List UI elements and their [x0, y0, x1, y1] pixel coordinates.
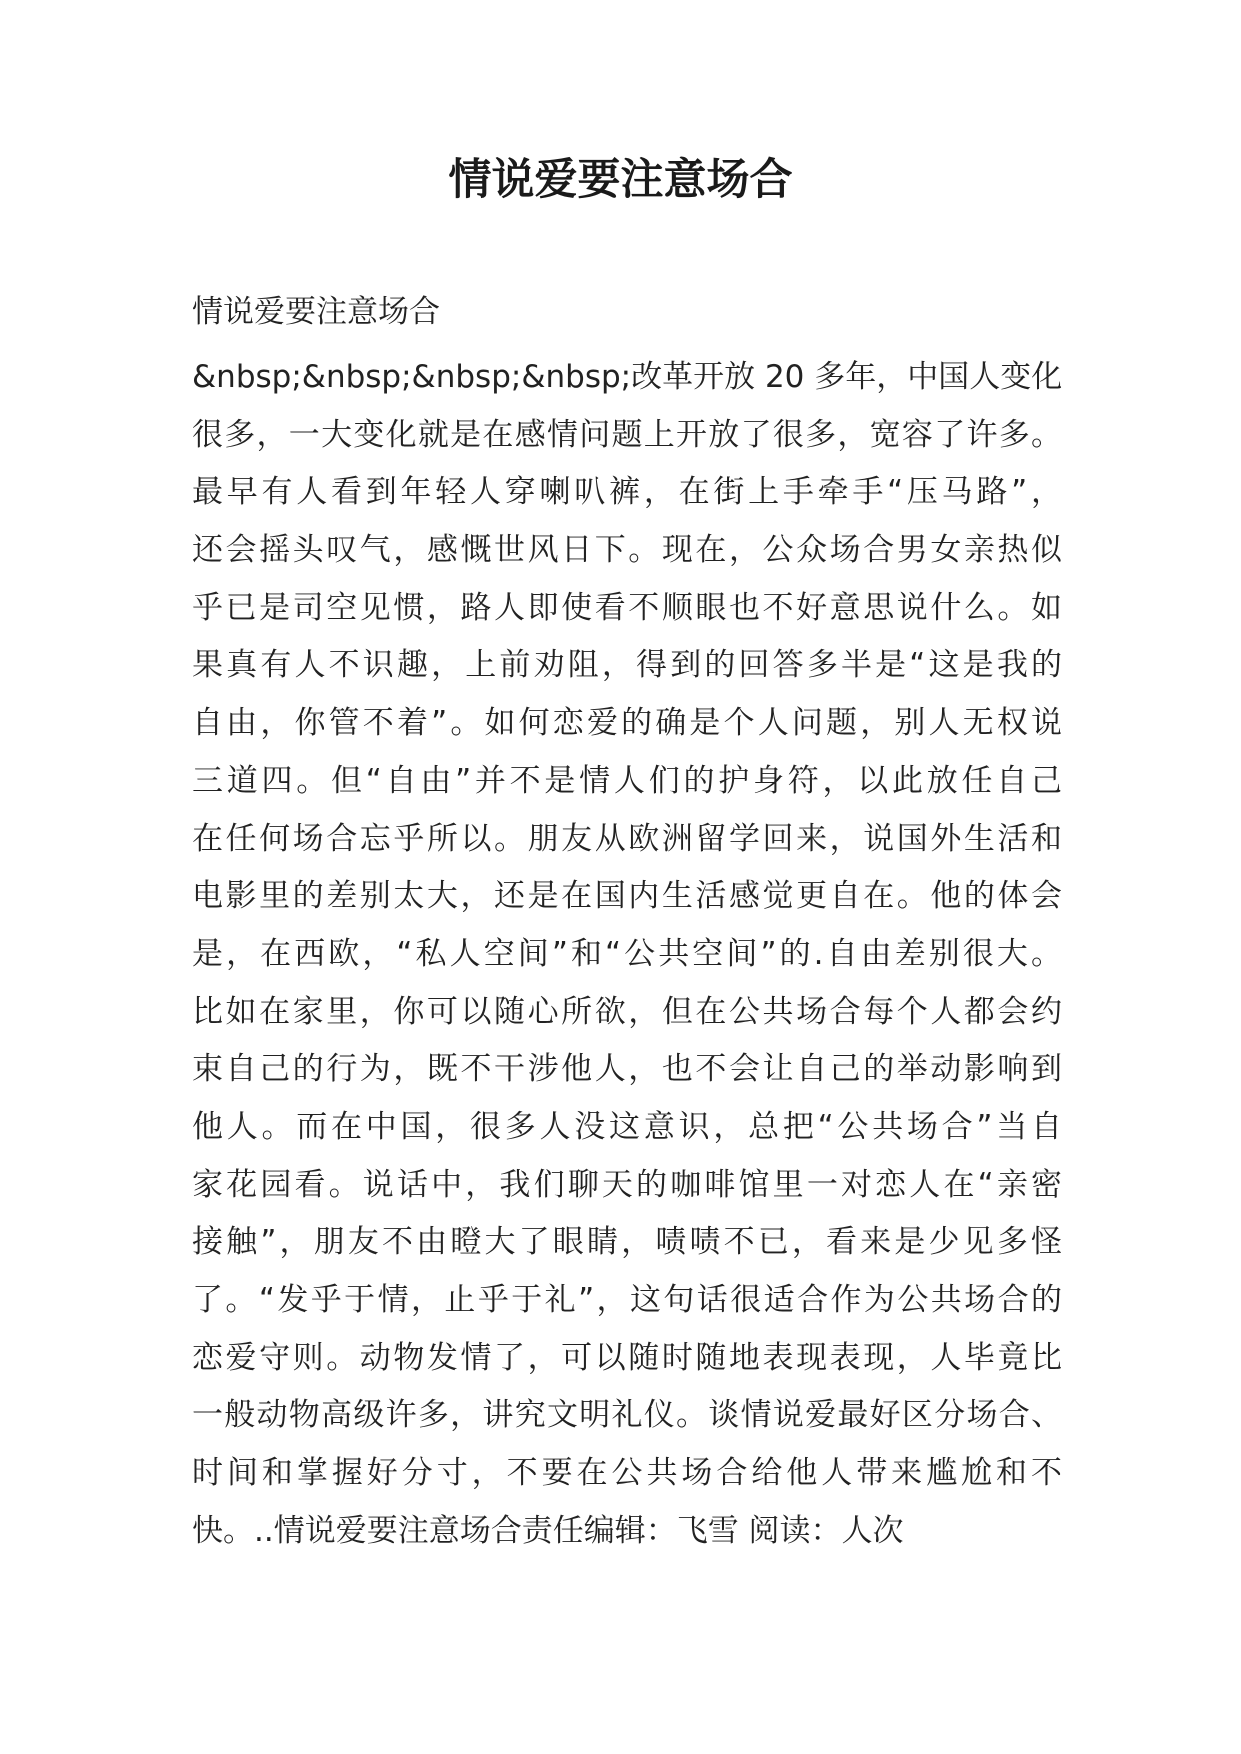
document-title: 情说爱要注意场合 — [448, 155, 793, 205]
article-line-last: 快。..情说爱要注意场合责任编辑：飞雪 阅读：人次 — [192, 1512, 904, 1549]
article-line: 家花园看。说话中，我们聊天的咖啡馆里一对恋人在“亲密 — [192, 1166, 1062, 1203]
article-line: &nbsp;&nbsp;&nbsp;&nbsp;改革开放 20 多年，中国人变化 — [192, 359, 1062, 395]
article-line: 还会摇头叹气，感慨世风日下。现在，公众场合男女亲热似 — [192, 532, 1062, 569]
article-body — [192, 349, 1062, 1560]
article-line: 一般动物高级许多，讲究文明礼仪。谈情说爱最好区分场合、 — [192, 1397, 1062, 1434]
article-line: 他人。而在中国，很多人没这意识，总把“公共场合”当自 — [192, 1108, 1062, 1145]
article-line: 乎已是司空见惯，路人即使看不顺眼也不好意思说什么。如 — [192, 589, 1062, 626]
article-line: 电影里的差别太大，还是在国内生活感觉更自在。他的体会 — [192, 878, 1062, 915]
article-line: 果真有人不识趣，上前劝阻，得到的回答多半是“这是我的 — [192, 647, 1062, 684]
article-line: 自由，你管不着”。如何恋爱的确是个人问题，别人无权说 — [192, 705, 1062, 742]
article-line: 是，在西欧，“私人空间”和“公共空间”的.自由差别很大。 — [192, 935, 1062, 972]
article-line: 最早有人看到年轻人穿喇叭裤，在街上手牵手“压马路”， — [192, 474, 1062, 511]
article-line: 了。“发乎于情，止乎于礼”，这句话很适合作为公共场合的 — [192, 1282, 1062, 1318]
article-line: 束自己的行为，既不干涉他人，也不会让自己的举动影响到 — [192, 1051, 1062, 1088]
article-line: 比如在家里，你可以随心所欲，但在公共场合每个人都会约 — [192, 993, 1062, 1030]
document-subtitle: 情说爱要注意场合 — [192, 294, 440, 330]
article-line: 恋爱守则。动物发情了，可以随时随地表现表现，人毕竟比 — [192, 1339, 1062, 1376]
article-line: 三道四。但“自由”并不是情人们的护身符，以此放任自己 — [192, 762, 1062, 799]
article-line: 时间和掌握好分寸，不要在公共场合给他人带来尴尬和不 — [192, 1455, 1062, 1492]
article-line: 在任何场合忘乎所以。朋友从欧洲留学回来，说国外生活和 — [192, 820, 1062, 857]
article-line: 很多，一大变化就是在感情问题上开放了很多，宽容了许多。 — [192, 416, 1062, 453]
article-line: 接触”，朋友不由瞪大了眼睛，啧啧不已，看来是少见多怪 — [192, 1224, 1062, 1261]
